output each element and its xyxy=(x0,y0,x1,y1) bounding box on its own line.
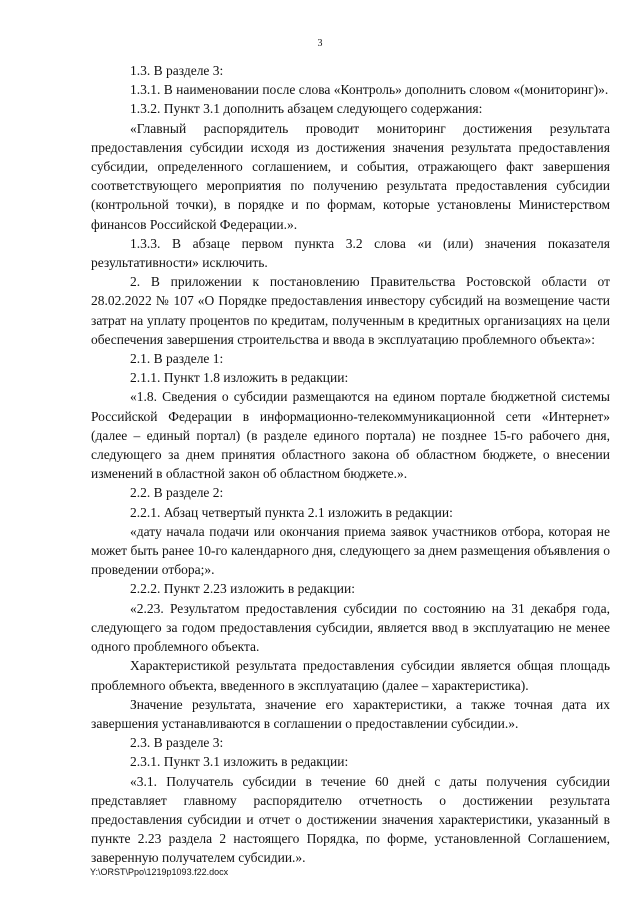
paragraph: 2.3. В разделе 3: xyxy=(130,735,224,751)
paragraph: «1.8. Сведения о субсидии размещаются на едином портале бюджетной системы Российской Федерации в информационно-телекоммуникационной сети «Интернет» (далее – единый портал) (в разделе единого портала) не позднее 15-го рабочего дня, следующего за днем принятия областного закона об областном бюджете, о внесении изменений в областной закон об областном бюджете.». xyxy=(91,389,610,482)
paragraph: 2.2.1. Абзац четвертый пункта 2.1 изложить в редакции: xyxy=(130,504,453,520)
paragraph: 2. В приложении к постановлению Правительства Ростовской области от 28.02.2022 № 107 «О Порядке предоставления инвестору субсидий на возмещение части затрат на уплату процентов по кредитам, полученным в кредитных организациях на цели обеспечения завершения строительства и ввода в эксплуатацию проблемного объекта»: xyxy=(91,274,610,347)
paragraph: 2.1.1. Пункт 1.8 изложить в редакции: xyxy=(130,370,349,386)
paragraph: Значение результата, значение его характеристики, а также точная дата их завершения устанавливаются в соглашении о предоставлении субсидии.». xyxy=(91,696,610,731)
paragraph: 2.1. В разделе 1: xyxy=(130,351,224,367)
paragraph: 2.3.1. Пункт 3.1 изложить в редакции: xyxy=(130,754,349,770)
paragraph: 1.3.2. Пункт 3.1 дополнить абзацем следующего содержания: xyxy=(130,101,483,117)
paragraph: «3.1. Получатель субсидии в течение 60 дней с даты получения субсидии представляет главному распорядителю отчетность о достижении результата предоставления субсидии и отчет о достижении значения характеристики, указанный в пункте 2.23 раздела 2 настоящего Порядка, по форме, установленной Соглашением, заверенную получателем субсидии.». xyxy=(91,773,610,866)
paragraph: «Главный распорядитель проводит мониторинг достижения результата предоставления субсидии исходя из достижения значения результата предоставления субсидии, определенного соглашением, и события, отражающего факт завершения соответствующего мероприятия по получению результата предоставления субсидии (контрольной точки), в порядке и по формам, которые установлены Министерством финансов Российской Федерации.». xyxy=(91,120,610,232)
paragraph: Характеристикой результата предоставления субсидии является общая площадь проблемного объекта, введенного в эксплуатацию (далее – характеристика). xyxy=(91,658,610,693)
file-path-footer: Y:\ORST\Ppo\1219p1093.f22.docx xyxy=(90,867,229,877)
paragraph: 1.3.1. В наименовании после слова «Контроль» дополнить словом «(мониторинг)». xyxy=(130,82,609,98)
document-body xyxy=(91,61,610,868)
paragraph: 2.2.2. Пункт 2.23 изложить в редакции: xyxy=(130,581,355,597)
page-number: 3 xyxy=(317,38,323,49)
paragraph: 1.3.3. В абзаце первом пункта 3.2 слова «и (или) значения показателя результативности» исключить. xyxy=(91,235,610,271)
paragraph: 2.2. В разделе 2: xyxy=(130,485,224,501)
paragraph: «2.23. Результатом предоставления субсидии по состоянию на 31 декабря года, следующего за годом предоставления субсидии, является ввод в эксплуатацию не менее одного проблемного объекта. xyxy=(91,600,610,655)
paragraph: 1.3. В разделе 3: xyxy=(130,63,224,78)
paragraph: «дату начала подачи или окончания приема заявок участников отбора, которая не может быть ранее 10-го календарного дня, следующего за днем размещения объявления о проведении отбора;». xyxy=(91,523,610,578)
